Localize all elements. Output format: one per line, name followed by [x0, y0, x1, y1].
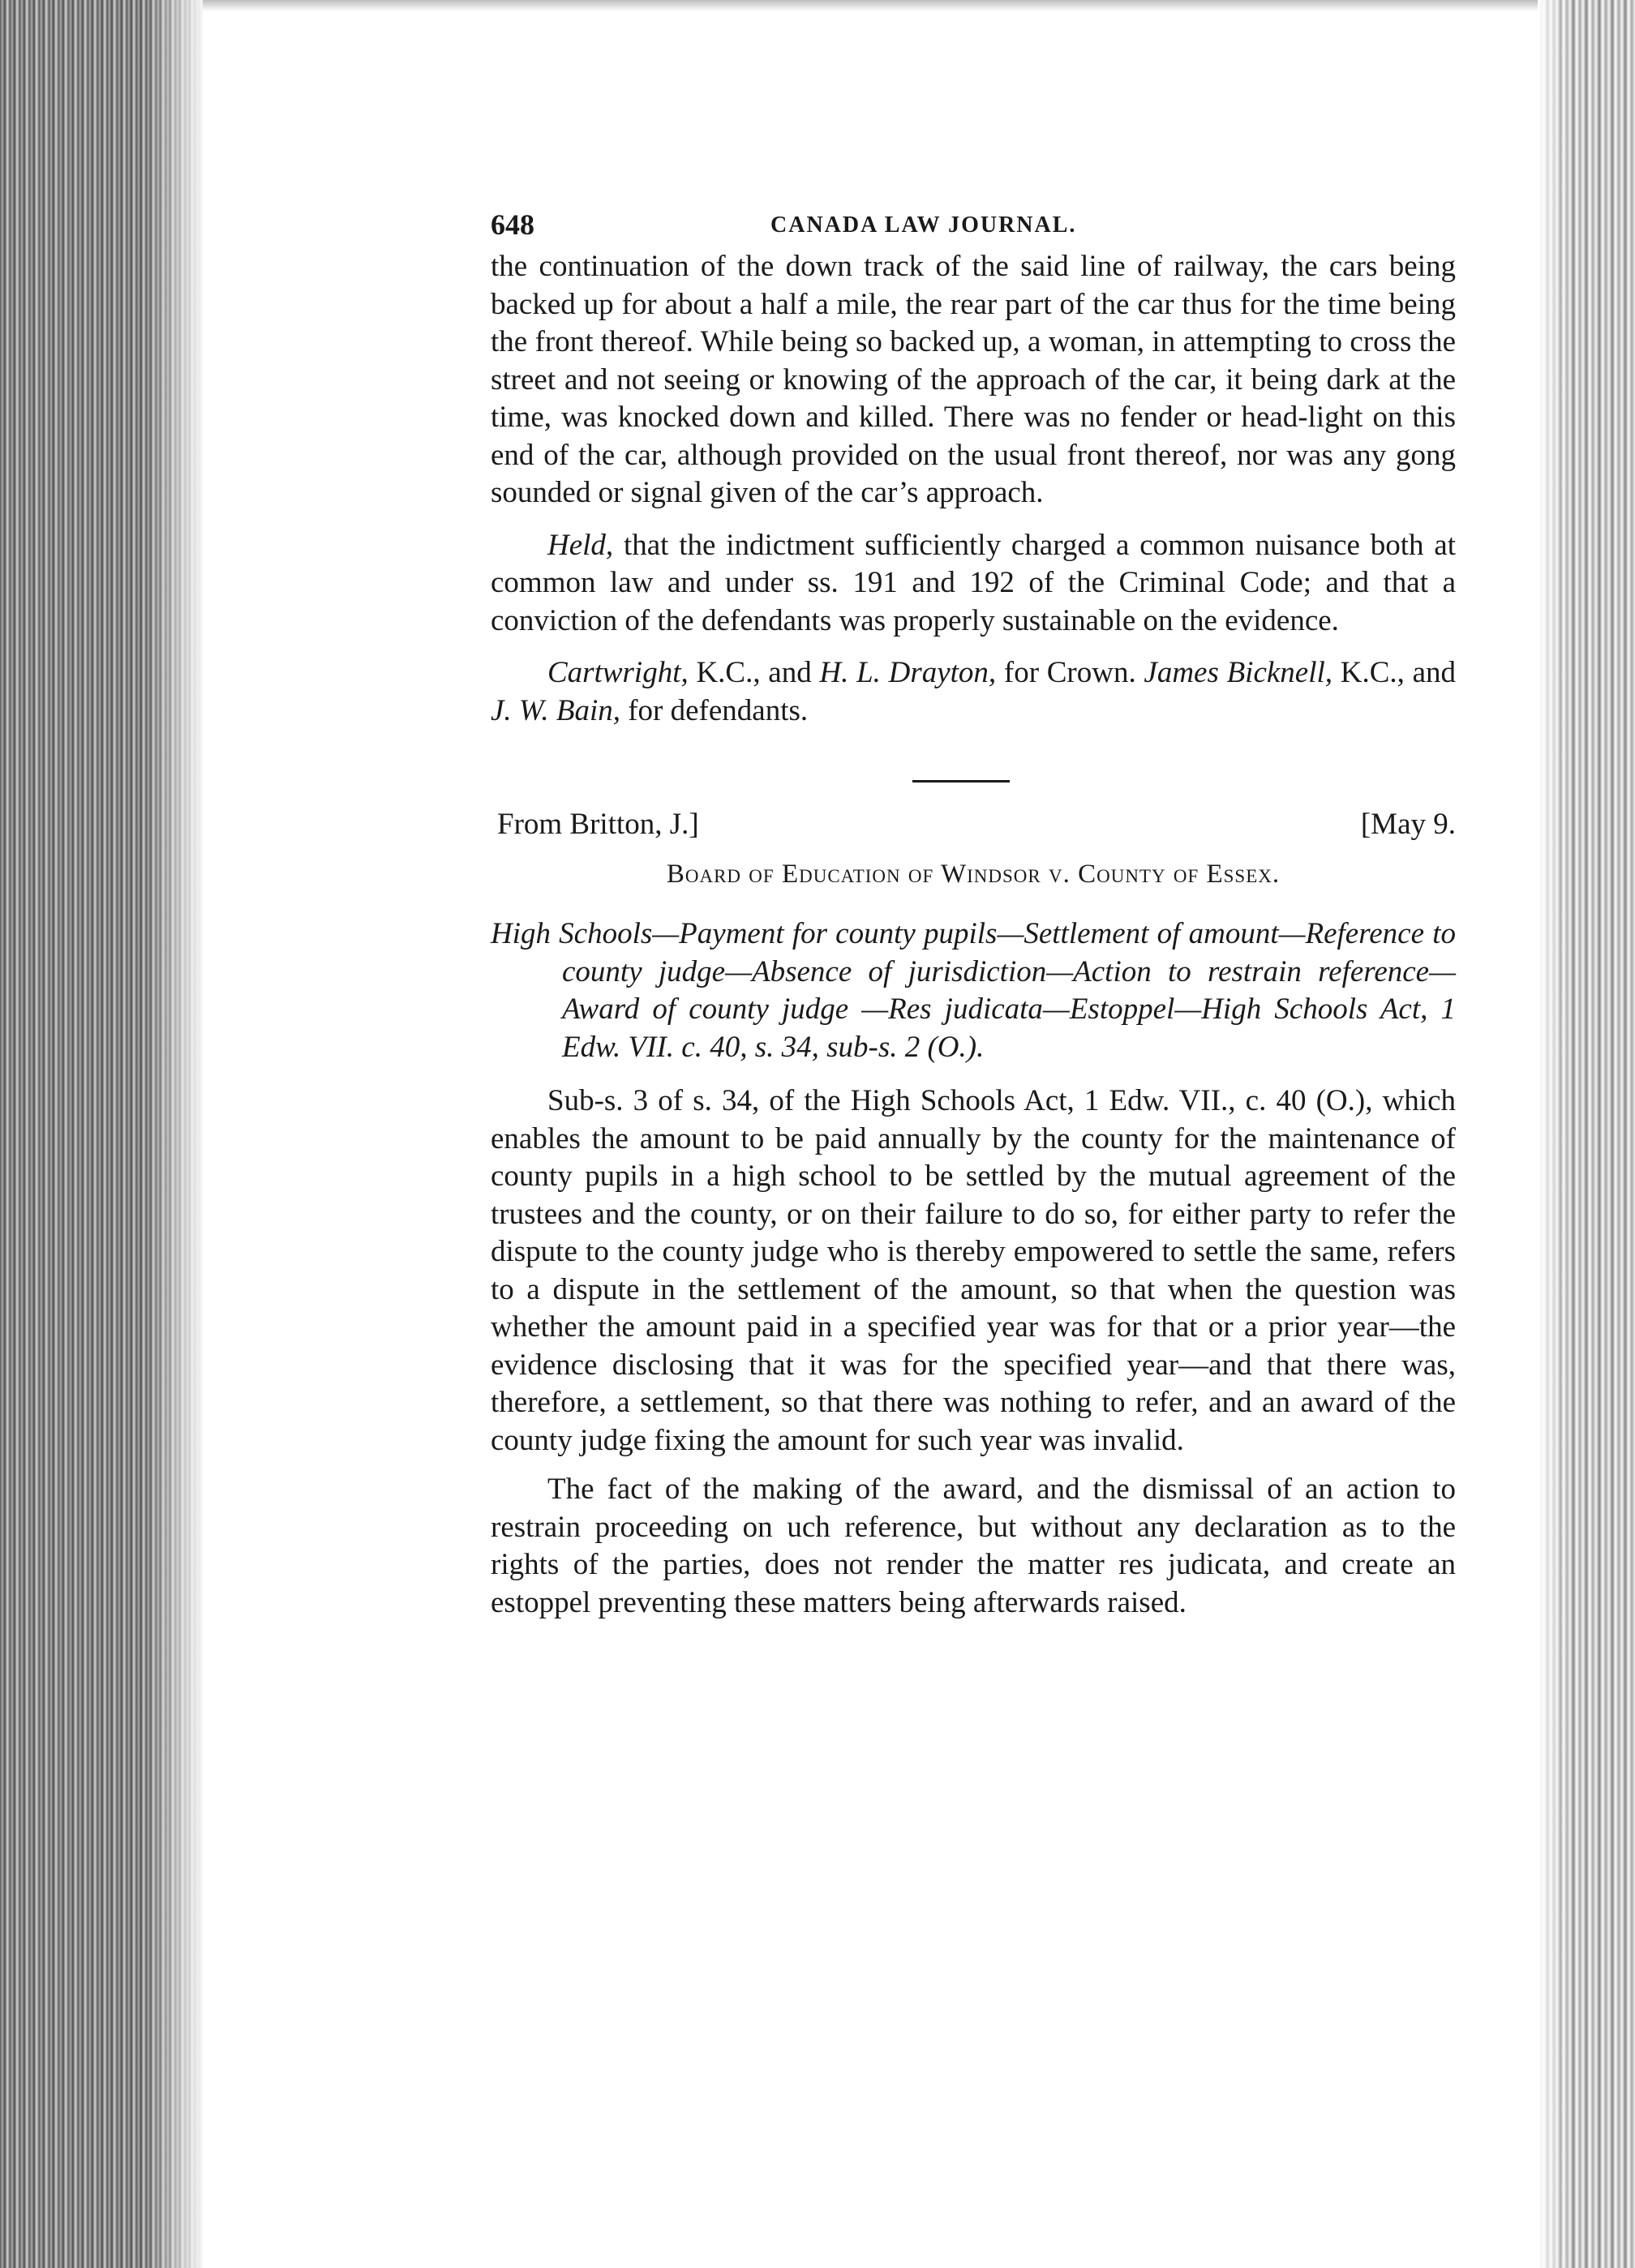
- scan-edge-top: [203, 0, 1538, 11]
- held-text: that the indictment sufficiently charged a common nuisance both at common law and under ss. 191 and 192 of the Criminal Code; and that a conviction of the defendants was properly sustainable on the evidence.: [491, 528, 1456, 637]
- counsel-text-1: K.C., and: [688, 656, 820, 689]
- counsel-name-3: James Bicknell,: [1144, 656, 1333, 689]
- counsel-text-2: for Crown.: [996, 656, 1144, 689]
- counsel-text-4: for defendants.: [620, 693, 809, 727]
- paragraph-res-judicata: The fact of the making of the award, and the dismissal of an action to restrain proceeding on uch reference, but without any declaration as to the rights of the parties, does not render the matter res judicata, and create an estoppel preventing these matters being afterwards raised.: [491, 1473, 1456, 1619]
- case-headnote: High Schools—Payment for county pupils—Settlement of amount—Reference to county judge—Absence of jurisdiction—Action to restrain reference—Award of county judge —Res judicata—Estoppel—High Schools Act, 1 Edw. VII. c. 40, s. 34, sub-s. 2 (O.).: [491, 917, 1456, 1064]
- scan-edge-right: [1538, 0, 1635, 2268]
- running-title: CANADA LAW JOURNAL.: [770, 212, 1077, 238]
- case-date: [May 9.: [1360, 808, 1456, 841]
- counsel-name-1: Cartwright,: [547, 656, 689, 689]
- counsel-name-4: J. W. Bain,: [491, 693, 620, 727]
- counsel-text-3: K.C., and: [1332, 656, 1456, 689]
- case-court-line: [491, 807, 1456, 847]
- counsel-name-2: H. L. Drayton,: [819, 656, 997, 689]
- held-label: Held,: [547, 528, 614, 562]
- journal-page: [491, 203, 1456, 1622]
- paragraph-held: [491, 527, 1456, 641]
- paragraph-facts: the continuation of the down track of the said line of railway, the cars being backed up for about a half a mile, the rear part of the car thus for the time being the front thereof. While being so backed up, a woman, in attempting to cross the street and not seeing or knowing of the approach of the car, it being dark at the time, was knocked down and killed. There was no fender or head-light on this end of the car, although provided on the usual front thereof, nor was any gong sounded or signal given of the car’s approach.: [491, 250, 1456, 509]
- scan-edge-left: [0, 0, 203, 2268]
- page-number: 648: [491, 208, 534, 241]
- page-header: [491, 203, 1456, 248]
- case-from-judge: From Britton, J.]: [497, 808, 699, 841]
- paragraph-counsel: [491, 654, 1456, 730]
- paragraph-holding: Sub-s. 3 of s. 34, of the High Schools Act, 1 Edw. VII., c. 40 (O.), which enables the amount to be paid annually by the county for the maintenance of county pupils in a high school to be settled by the mutual agreement of the trustees and the county, or on their failure to do so, for either party to refer the dispute to the county judge who is thereby empowered to settle the same, refers to a dispute in the settlement of the amount, so that when the question was whether the amount paid in a specified year was for that or a prior year—the evidence disclosing that it was for the specified year—and that there was, therefore, a settlement, so that there was nothing to refer, and an award of the county judge fixing the amount for such year was invalid.: [491, 1084, 1456, 1457]
- section-divider: [912, 780, 1010, 782]
- case-title: Board of Education of Windsor v. County of Essex.: [666, 860, 1281, 889]
